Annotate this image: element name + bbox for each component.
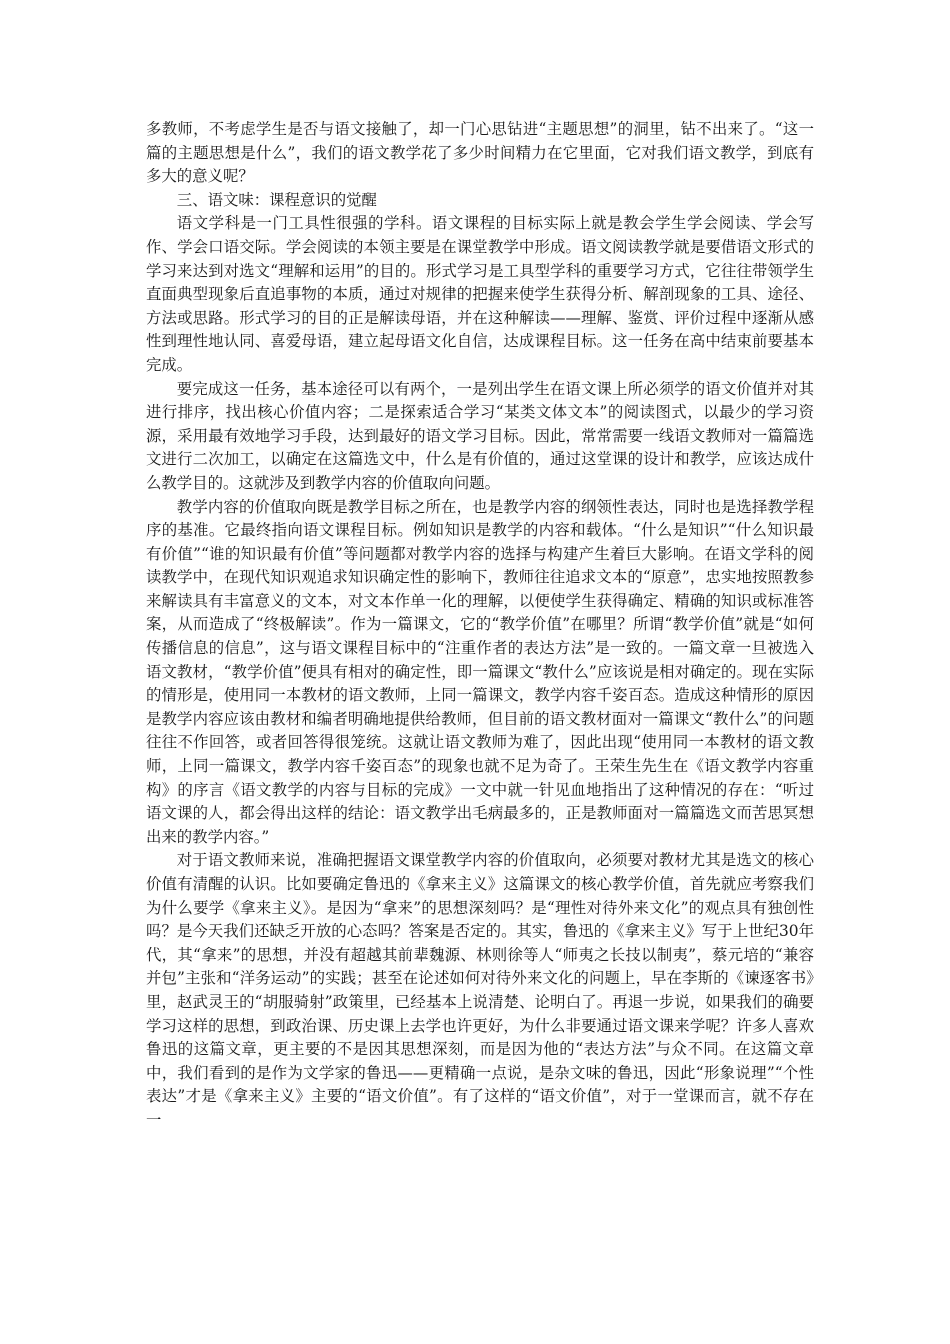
paragraph: 要完成这一任务，基本途径可以有两个，一是列出学生在语文课上所必须学的语文价值并对其进行排序，找出核心价值内容；二是探索适合学习“某类文体文本”的阅读图式，以最少的学习资源，采用最有效地学习手段，达到最好的语文学习目标。因此，常常需要一线语文教师对一篇篇选文进行二次加工，以确定在这篇选文中，什么是有价值的，通过这堂课的设计和教学，应该达成什么教学目的。这就涉及到教学内容的价值取向问题。: [146, 379, 814, 492]
paragraph: 教学内容的价值取向既是教学目标之所在，也是教学内容的纲领性表达，同时也是选择教学程序的基准。它最终指向语文课程目标。例如知识是教学的内容和载体。“什么是知识”“什么知识最有价值”“谁的知识最有价值”等问题都对教学内容的选择与构建产生着巨大影响。在语文学科的阅读教学中，在现代知识观追求知识确定性的影响下，教师往往追求文本的“原意”，忠实地按照教参来解读具有丰富意义的文本，对文本作单一化的理解，以便使学生获得确定、精确的知识或标准答案，从而造成了“终极解读”。作为一篇课文，它的“教学价值”在哪里？所谓“教学价值”就是“如何传播信息的信息”，这与语文课程目标中的“注重作者的表达方法”是一致的。一篇文章一旦被选入语文教材，“教学价值”便具有相对的确定性，即一篇课文“教什么”应该说是相对确定的。现在实际的情形是，使用同一本教材的语文教师，上同一篇课文，教学内容千姿百态。造成这种情形的原因是教学内容应该由教材和编者明确地提供给教师，但目前的语文教材面对一篇课文“教什么”的问题往往不作回答，或者回答得很笼统。这就让语文教师为难了，因此出现“使用同一本教材的语文教师，上同一篇课文，教学内容千姿百态”的现象也就不足为奇了。王荣生先生在《语文教学内容重构》的序言《语文教学的内容与目标的完成》一文中就一针见血地指出了这种情况的存在：“听过语文课的人，都会得出这样的结论：语文教学出毛病最多的，正是教师面对一篇篇选文而苦思冥想出来的教学内容。”: [146, 497, 814, 846]
section-heading: 三、语文味：课程意识的觉醒: [176, 190, 377, 209]
paragraph-continued: 多教师，不考虑学生是否与语文接触了，却一门心思钻进“主题思想”的洞里，钻不出来了。“这一篇的主题思想是什么”，我们的语文教学花了多少时间精力在它里面，它对我们语文教学，到底有多大的意义呢？: [146, 120, 814, 186]
paragraph: 对于语文教师来说，准确把握语文课堂教学内容的价值取向，必须要对教材尤其是选文的核心价值有清醒的认识。比如要确定鲁迅的《拿来主义》这篇课文的核心教学价值，首先就应考察我们为什么要学《拿来主义》。是因为“拿来”的思想深刻吗？是“理性对待外来文化”的观点具有独创性吗？是今天我们还缺乏开放的心态吗？答案是否定的。其实，鲁迅的《拿来主义》写于上世纪30年代，其“拿来”的思想，并没有超越其前辈魏源、林则徐等人“师夷之长技以制夷”，蔡元培的“兼容并包”主张和“洋务运动”的实践；甚至在论述如何对待外来文化的问题上，早在李斯的《谏逐客书》里，赵武灵王的“胡服骑射”政策里，已经基本上说清楚、论明白了。再退一步说，如果我们的确要学习这样的思想，到政治课、历史课上去学也许更好，为什么非要通过语文课来学呢？许多人喜欢鲁迅的这篇文章，更主要的不是因其思想深刻，而是因为他的“表达方法”与众不同。在这篇文章中，我们看到的是作为文学家的鲁迅——更精确一点说，是杂文味的鲁迅，因此“形象说理”“个性表达”才是《拿来主义》主要的“语文价值”。有了这样的“语文价值”，对于一堂课而言，就不存在一: [146, 851, 814, 1129]
paragraph: 语文学科是一门工具性很强的学科。语文课程的目标实际上就是教会学生学会阅读、学会写作、学会口语交际。学会阅读的本领主要是在课堂教学中形成。语文阅读教学就是要借语文形式的学习来达到对选文“理解和运用”的目的。形式学习是工具型学科的重要学习方式，它往往带领学生直面典型现象后直追事物的本质，通过对规律的把握来使学生获得分析、解剖现象的工具、途径、方法或思路。形式学习的目的正是解读母语，并在这种解读——理解、鉴赏、评价过程中逐渐从感性到理性地认同、喜爱母语，建立起母语文化自信，达成课程目标。这一任务在高中结束前要基本完成。: [146, 214, 814, 374]
